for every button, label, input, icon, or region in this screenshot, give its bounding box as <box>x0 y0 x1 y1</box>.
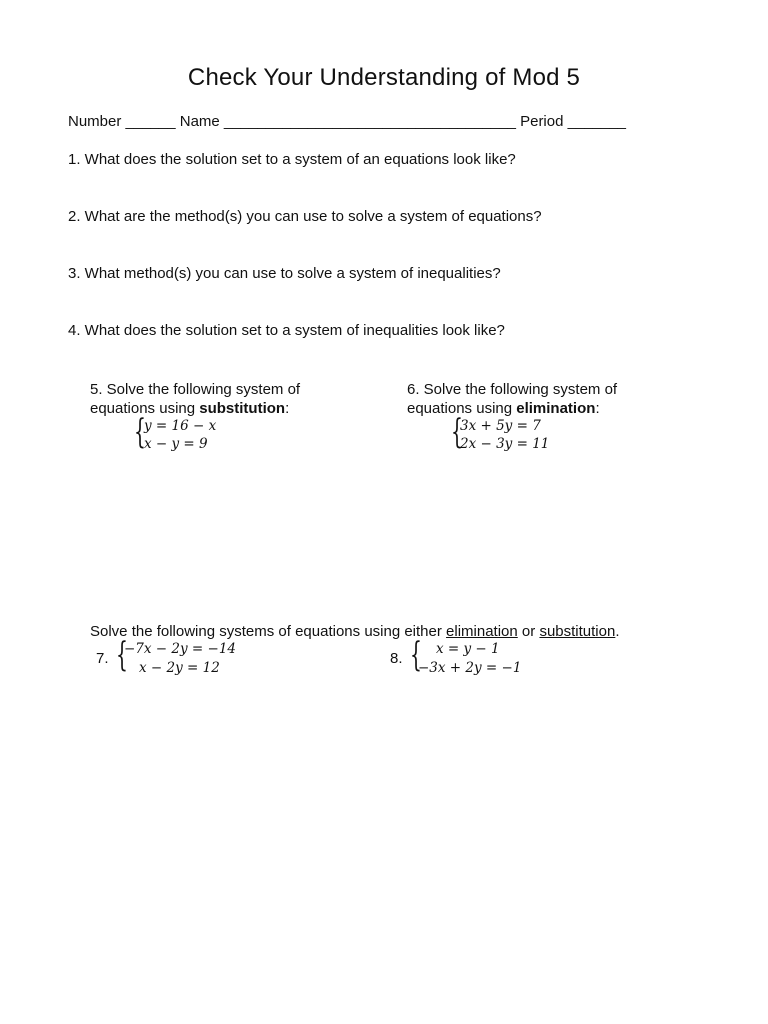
period-field-label: Period _______ <box>520 113 627 130</box>
problem-5-prefix: equations using <box>90 400 200 417</box>
question-3: 3. What method(s) you can use to solve a system of inequalities? <box>68 265 501 282</box>
instruction-prefix: Solve the following systems of equations using either <box>90 623 447 640</box>
problem-5-equation-2: x − y = 9 <box>144 436 208 452</box>
problem-8-system <box>410 635 550 676</box>
problem-7-system <box>116 635 256 676</box>
instruction-period: . <box>615 623 620 640</box>
problem-5-line-1: 5. Solve the following system of <box>90 381 301 398</box>
problem-8-number: 8. <box>390 650 403 667</box>
left-brace: { <box>451 412 463 452</box>
worksheet-title: Check Your Understanding of Mod 5 <box>187 64 581 91</box>
left-brace: { <box>134 412 146 452</box>
problem-8-equation-2: −3x + 2y = −1 <box>418 660 522 676</box>
question-4: 4. What does the solution set to a system of inequalities look like? <box>68 322 505 339</box>
left-brace: { <box>410 635 422 675</box>
problem-7-number: 7. <box>96 650 109 667</box>
problem-6-colon: : <box>595 400 600 417</box>
problem-7-equation-2: x − 2y = 12 <box>139 660 220 676</box>
problem-5-colon: : <box>285 400 290 417</box>
problem-5-system <box>134 412 254 453</box>
name-field-label: Name ___________________________________ <box>179 113 516 130</box>
instruction-substitution: substitution <box>539 623 616 640</box>
problem-6-equation-1: 3x + 5y = 7 <box>460 418 541 434</box>
problem-7-equation-1: −7x − 2y = −14 <box>124 641 237 657</box>
number-field-label: Number ______ <box>68 113 176 130</box>
problem-6-line-1: 6. Solve the following system of <box>407 381 618 398</box>
problem-8-equation-1: x = y − 1 <box>436 641 500 657</box>
problem-5-equation-1: y = 16 − x <box>144 418 217 434</box>
student-info-line <box>68 113 626 130</box>
instruction-or: or <box>517 623 540 640</box>
question-1: 1. What does the solution set to a system of an equations look like? <box>68 151 516 168</box>
instruction-elimination: elimination <box>446 623 518 640</box>
left-brace: { <box>116 635 128 675</box>
instruction-line <box>90 623 620 640</box>
problem-6-system <box>451 412 581 453</box>
problem-5-method: substitution <box>199 400 286 417</box>
problem-6-equation-2: 2x − 3y = 11 <box>460 436 550 452</box>
problem-6-method: elimination <box>516 400 596 417</box>
question-2: 2. What are the method(s) you can use to solve a system of equations? <box>68 208 542 225</box>
problem-6-prefix: equations using <box>407 400 517 417</box>
